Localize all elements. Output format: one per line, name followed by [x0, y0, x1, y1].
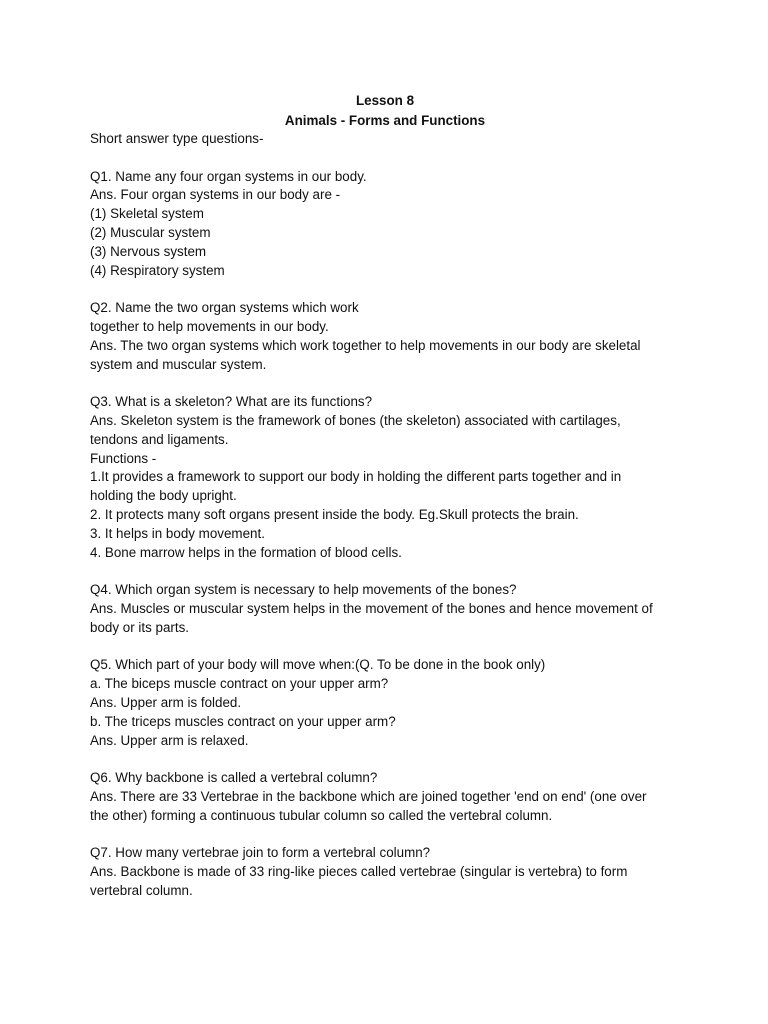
q1-answer: Ans. Four organ systems in our body are -: [90, 187, 341, 203]
spacer: [90, 750, 680, 769]
spacer: [90, 562, 680, 581]
document-body: [90, 91, 680, 901]
q1-item: (1) Skeletal system: [90, 206, 204, 222]
q3-answer: tendons and ligaments.: [90, 431, 229, 447]
q4-question: Q4. Which organ system is necessary to help movements of the bones?: [90, 582, 517, 598]
q4-answer: body or its parts.: [90, 619, 189, 635]
q5-answer-b: Ans. Upper arm is relaxed.: [90, 732, 249, 748]
lesson-subtitle: Animals - Forms and Functions: [284, 112, 486, 128]
q6-answer: the other) forming a continuous tubular column so called the vertebral column.: [90, 807, 553, 823]
q2-question: Q2. Name the two organ systems which work: [90, 300, 359, 316]
q3-function: holding the body upright.: [90, 488, 237, 504]
q5-question: Q5. Which part of your body will move when:(Q. To be done in the book only): [90, 657, 546, 673]
q7-question: Q7. How many vertebrae join to form a vertebral column?: [90, 845, 431, 861]
q7-answer: vertebral column.: [90, 882, 193, 898]
lesson-title: Lesson 8: [355, 93, 415, 108]
spacer: [90, 825, 680, 844]
q1-item: (3) Nervous system: [90, 243, 207, 259]
spacer: [90, 149, 680, 168]
q1-item: (2) Muscular system: [90, 224, 211, 240]
q5-part-b: b. The triceps muscles contract on your upper arm?: [90, 713, 396, 729]
q1-item: (4) Respiratory system: [90, 262, 225, 278]
q6-answer: Ans. There are 33 Vertebrae in the backbone which are joined together 'end on end' (one over: [90, 788, 647, 804]
q7-answer: Ans. Backbone is made of 33 ring-like pieces called vertebrae (singular is vertebra) to form: [90, 864, 628, 880]
spacer: [90, 638, 680, 657]
spacer: [90, 374, 680, 393]
q3-function: 4. Bone marrow helps in the formation of blood cells.: [90, 544, 402, 560]
q3-function: 1.It provides a framework to support our body in holding the different parts together and in: [90, 469, 622, 485]
spacer: [90, 280, 680, 299]
q3-functions-label: Functions -: [90, 450, 157, 466]
q3-function: 2. It protects many soft organs present inside the body. Eg.Skull protects the brain.: [90, 506, 579, 522]
q4-answer: Ans. Muscles or muscular system helps in the movement of the bones and hence movement of: [90, 600, 653, 616]
q5-answer-a: Ans. Upper arm is folded.: [90, 694, 242, 710]
q2-answer: Ans. The two organ systems which work together to help movements in our body are skeletal: [90, 337, 641, 353]
q5-part-a: a. The biceps muscle contract on your upper arm?: [90, 676, 389, 692]
q3-question: Q3. What is a skeleton? What are its functions?: [90, 394, 373, 410]
intro-text: Short answer type questions-: [90, 131, 264, 146]
q3-function: 3. It helps in body movement.: [90, 525, 265, 541]
q2-answer: system and muscular system.: [90, 356, 267, 372]
q2-question: together to help movements in our body.: [90, 318, 329, 334]
q1-question: Q1. Name any four organ systems in our body.: [90, 168, 367, 184]
q3-answer: Ans. Skeleton system is the framework of bones (the skeleton) associated with cartilages,: [90, 412, 621, 428]
q6-question: Q6. Why backbone is called a vertebral column?: [90, 770, 378, 786]
